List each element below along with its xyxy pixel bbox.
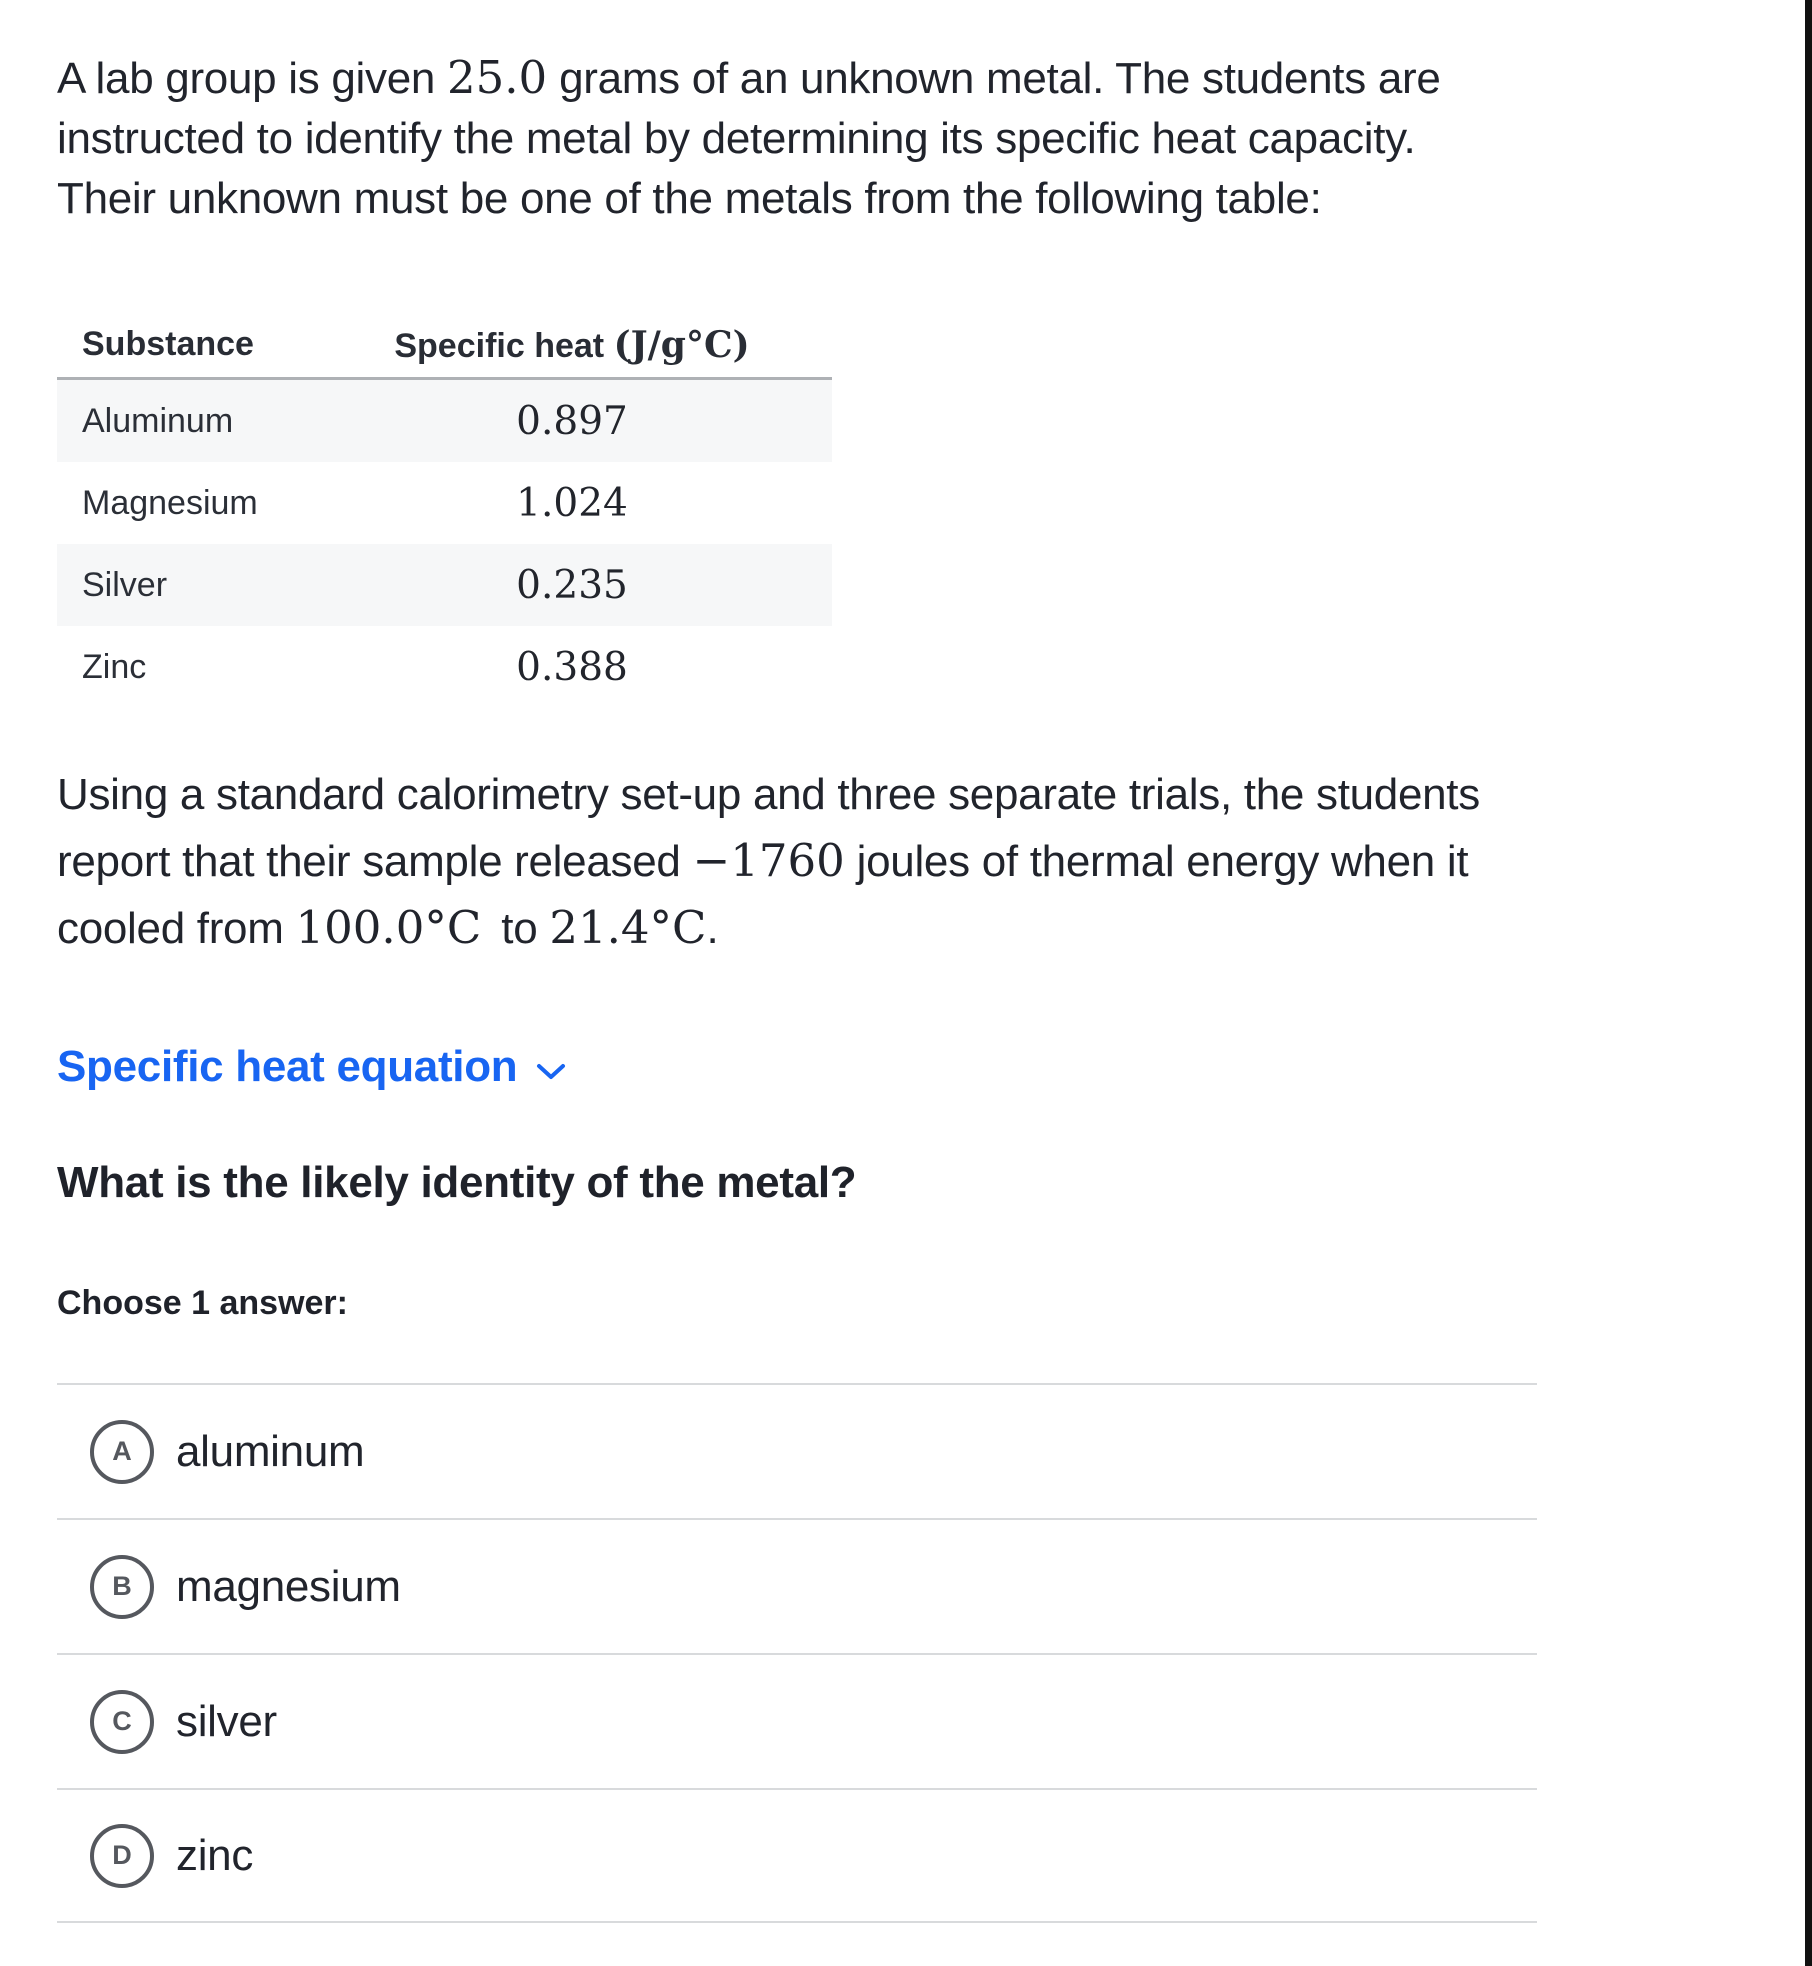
specific-heat-header-label: Specific heat [394,326,614,365]
specific-heat-table [57,312,832,708]
value-cell: 0.235 [516,562,628,608]
substance-cell: Zinc [82,647,147,686]
intro-text: A lab group is given [57,54,447,103]
option-label: aluminum [176,1426,365,1476]
substance-cell: Silver [82,565,168,604]
option-letter: C [112,1706,132,1736]
table-header-row [57,312,832,379]
substance-cell: Magnesium [82,483,258,522]
radio-button[interactable] [90,1420,154,1484]
option-letter: A [112,1436,132,1466]
intro-line-3 [57,169,1441,229]
value-cell: 1.024 [516,480,628,526]
table-row [57,544,832,626]
choose-answer-prompt: Choose 1 answer: [57,1284,348,1322]
intro-line-2 [57,109,1441,169]
calorimetry-paragraph [57,762,1480,962]
calorimetry-text: report that their sample released [57,837,693,886]
value-cell: 0.897 [516,398,628,444]
final-temperature-value: 21.4°C [549,901,707,954]
intro-text: grams of an unknown metal. The students are [547,54,1441,103]
intro-text: instructed to identify the metal by determining its specific heat capacity. [57,114,1416,163]
table-row [57,462,832,544]
answer-option-a[interactable] [57,1383,1537,1518]
screen-right-edge [1805,0,1812,1966]
calorimetry-text: . [706,904,719,953]
value-cell: 0.388 [516,644,628,690]
calorimetry-text: joules of thermal energy when it [844,837,1469,886]
option-label: zinc [176,1830,254,1880]
question-text: What is the likely identity of the metal? [57,1158,857,1207]
table-row [57,379,832,463]
equation-toggle-label: Specific heat equation [57,1042,518,1091]
calorimetry-text: Using a standard calorimetry set-up and three separate trials, the students [57,770,1480,819]
specific-heat-units: (J/g°C) [613,323,750,366]
substance-cell: Aluminum [82,401,234,440]
radio-button[interactable] [90,1824,154,1888]
option-label: silver [176,1696,277,1746]
option-label: magnesium [176,1561,401,1611]
intro-line-1 [57,48,1441,109]
intro-text: Their unknown must be one of the metals from the following table: [57,174,1322,223]
answer-option-c[interactable] [57,1653,1537,1788]
calorimetry-text: to [501,904,550,953]
substance-header-label: Substance [82,325,254,363]
answer-option-b[interactable] [57,1518,1537,1653]
answer-option-d[interactable] [57,1788,1537,1923]
calorimetry-line-1 [57,762,1480,828]
radio-button[interactable] [90,1690,154,1754]
option-letter: B [112,1571,132,1601]
table-row [57,626,832,708]
specific-heat-equation-toggle[interactable] [57,1042,567,1092]
initial-temperature-value: 100.0°C [295,901,482,954]
answer-choices [57,1383,1537,1923]
substance-column-header [57,312,312,379]
option-letter: D [112,1840,132,1870]
calorimetry-line-2 [57,828,1480,895]
intro-paragraph [57,48,1441,229]
radio-button[interactable] [90,1555,154,1619]
calorimetry-text: cooled from [57,904,296,953]
mass-value: 25.0 [446,51,548,104]
chevron-down-icon [535,1062,567,1082]
calorimetry-line-3 [57,895,1480,962]
specific-heat-column-header [312,312,832,379]
energy-value: −1760 [692,834,845,887]
